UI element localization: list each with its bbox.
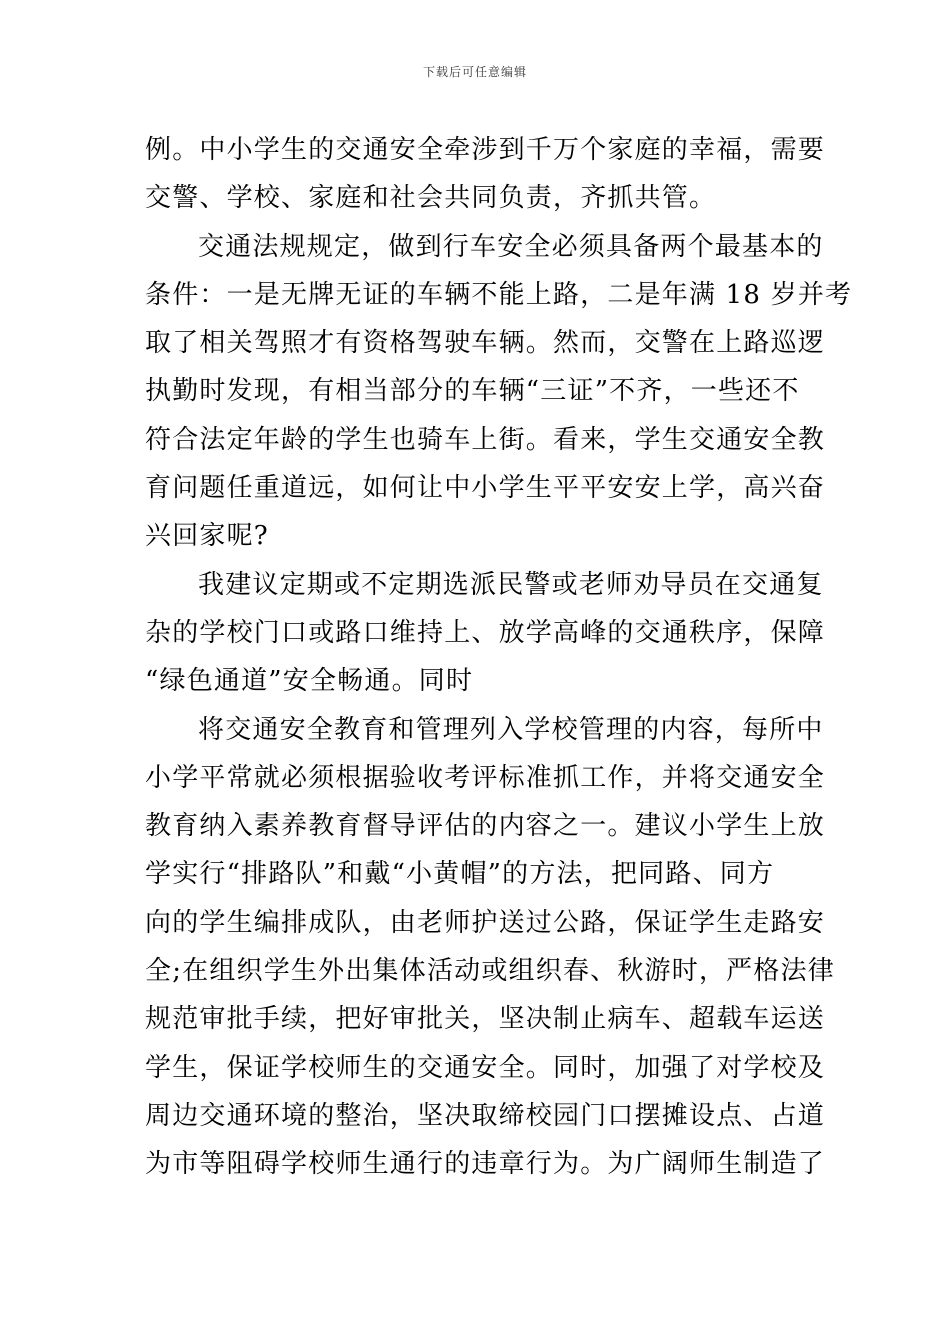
text-line: 符合法定年龄的学生也骑车上街。看来，学生交通安全教	[145, 424, 826, 455]
page-header: 下载后可任意编辑	[422, 65, 527, 79]
text-line: 兴回家呢?	[145, 521, 269, 552]
text-line: 周边交通环境的整治，坚决取缔校园门口摆摊设点、占道	[145, 1100, 826, 1131]
text-line: 条件：一是无牌无证的车辆不能上路，二是年满 18 岁并考	[145, 279, 853, 310]
text-line: 例。中小学生的交通安全牵涉到千万个家庭的幸福，需要	[145, 135, 826, 165]
text-line: 规范审批手续，把好审批关，坚决制止病车、超载车运送	[145, 1004, 826, 1035]
paragraph-first-line: 将交通安全教育和管理列入学校管理的内容，每所中	[198, 714, 824, 745]
text-line: 为市等阻碍学校师生通行的违章行为。为广阔师生制造了	[145, 1149, 826, 1180]
text-line: 学实行“排路队”和戴“小黄帽”的方法，把同路、同方	[145, 859, 775, 890]
text-line: 学生，保证学校师生的交通安全。同时，加强了对学校及	[145, 1052, 826, 1083]
document-body	[145, 126, 853, 1189]
text-line: 小学平常就必须根据验收考评标准抓工作，并将交通安全	[145, 762, 826, 793]
text-line: “绿色通道”安全畅通。同时	[145, 666, 474, 697]
text-line: 取了相关驾照才有资格驾驶车辆。然而，交警在上路巡逻	[145, 328, 826, 359]
text-line: 杂的学校门口或路口维持上、放学高峰的交通秩序，保障	[145, 617, 826, 648]
text-line: 执勤时发现，有相当部分的车辆“三证”不齐，一些还不	[145, 376, 800, 407]
text-line: 向的学生编排成队，由老师护送过公路，保证学生走路安	[145, 907, 826, 938]
paragraph-first-line: 交通法规规定，做到行车安全必须具备两个最基本的	[198, 231, 824, 262]
paragraph-first-line: 我建议定期或不定期选派民警或老师劝导员在交通复	[198, 569, 824, 600]
text-line: 全;在组织学生外出集体活动或组织春、秋游时，严格法律	[145, 956, 835, 987]
text-line: 育问题任重道远，如何让中小学生平平安安上学，高兴奋	[145, 473, 826, 504]
text-line: 交警、学校、家庭和社会共同负责，齐抓共管。	[145, 183, 717, 214]
text-line: 教育纳入素养教育督导评估的内容之一。建议小学生上放	[145, 811, 826, 842]
